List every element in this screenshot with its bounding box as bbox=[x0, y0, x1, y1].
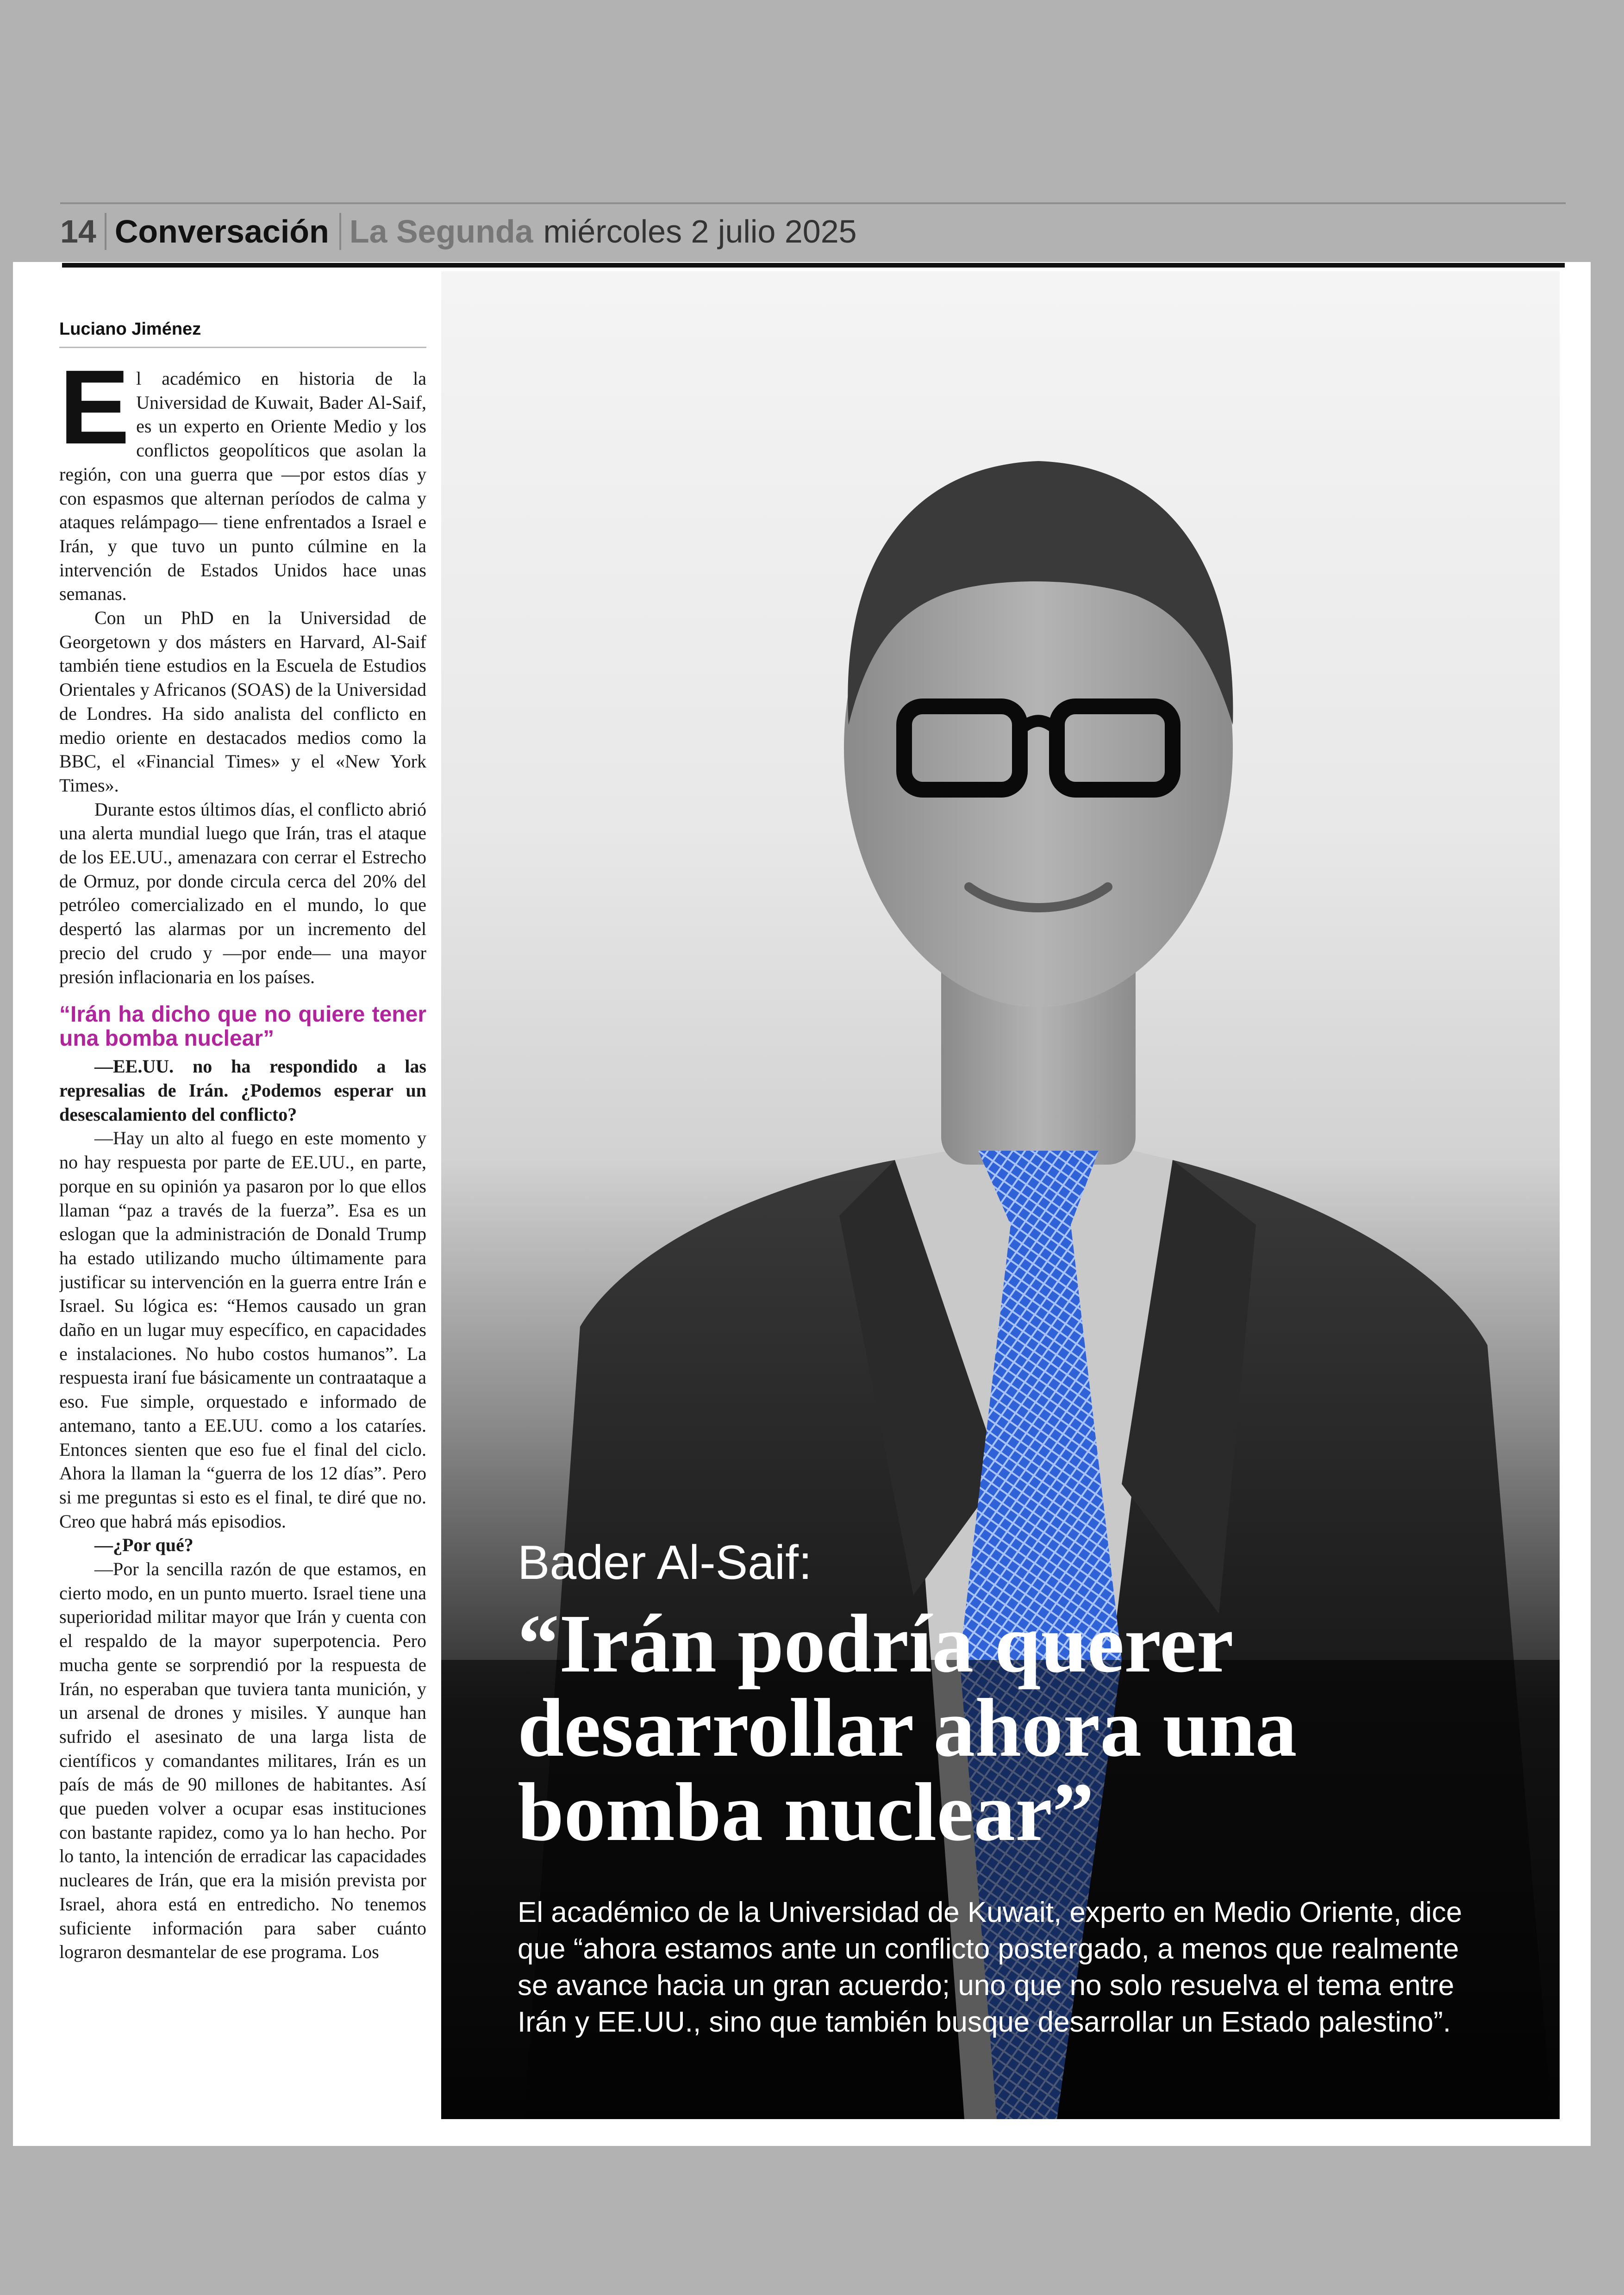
masthead bbox=[60, 208, 857, 255]
subheading: “Irán ha dicho que no quiere tener una bomba nuclear” bbox=[59, 1002, 426, 1051]
deck: El académico de la Universidad de Kuwait, experto en Medio Oriente, dice que “ahora estamos ante un conflicto postergado, a menos que realmente se avance hacia un gran acuerdo; uno que no solo resuelva el tema entre Irán y EE.UU., sino que también busque desarrollar un Estado palestino”. bbox=[518, 1896, 1462, 2038]
interview-answer: —Hay un alto al fuego en este momento y no hay respuesta por parte de EE.UU., en parte, porque en su opinión ya pasaron por lo que ellos llaman “paz a través de la fuerza”. Esa es un eslogan que la administración de Donald Trump ha estado utilizando mucho últimamente para justificar su intervención en la guerra entre Irán e Israel. Su lógica es: “Hemos causado un gran daño en un lugar muy específico, en capacidades e instalaciones. No hubo costos humanos”. La respuesta iraní fue básicamente un contraataque a eso. Fue simple, orquestado e informado de antemano, tanto a EE.UU. como a los cataríes. Entonces sienten que eso fue el final del ciclo. Ahora la llaman la “guerra de los 12 días”. Pero si me preguntas si esto es el final, te diré que no. Creo que habrá más episodios. bbox=[59, 1128, 426, 1532]
paragraph: Durante estos últimos días, el conflicto abrió una alerta mundial luego que Irán, tras el ataque de los EE.UU., amenazara con cerrar el Estrecho de Ormuz, por donde circula cerca del 20% del petróleo comercializado en el mundo, lo que despertó las alarmas por un incremento del precio del crudo y —por ende— una mayor presión inflacionaria en los países. bbox=[59, 798, 426, 987]
paragraph: Con un PhD en la Universidad de Georgetown y dos másters en Harvard, Al-Saif también tiene estudios en la Escuela de Estudios Orientales y Africanos (SOAS) de la Universidad de Londres. Ha sido analista del conflicto en medio oriente en destacados medios como la BBC, el «Financial Times» y el «New York Times». bbox=[59, 607, 426, 796]
lead-paragraph bbox=[59, 349, 426, 606]
interviewee-name: Bader Al-Saif: bbox=[518, 1536, 812, 1590]
interview-question: —¿Por qué? bbox=[94, 1534, 194, 1556]
page-number: 14 bbox=[60, 213, 96, 249]
headline: “Irán podría querer desarrollar ahora una bomba nuclear” bbox=[518, 1597, 1297, 1858]
section-name: Conversación bbox=[105, 213, 339, 250]
article-body bbox=[59, 349, 426, 1964]
article-column bbox=[59, 319, 426, 2143]
lead-text: l académico en historia de la Universidad de Kuwait, Bader Al-Saif, es un experto en Oriente Medio y los conflictos geopolíticos que asolan la región, con una guerra que —por estos días y con espasmos que alternan períodos de calma y ataques relámpago— tiene enfrentados a Israel e Irán, y que tuvo un punto cúlmine en la intervención de Estados Unidos hace unas semanas. bbox=[59, 368, 426, 605]
hero-text-block bbox=[518, 1536, 1518, 2040]
masthead-rule bbox=[60, 202, 1566, 204]
interview-answer: —Por la sencilla razón de que estamos, en cierto modo, en un punto muerto. Israel tiene una superioridad militar mayor que Irán y cuenta con el respaldo de la mayor superpotencia. Pero mucha gente se sorprendió por la respuesta de Irán, no esperaban que tuviera tanta munición, y un arsenal de drones y misiles. Y aunque han sufrido el asesinato de una larga lista de científicos y comandantes militares, Irán es un país de más de 90 millones de habitantes. Así que pueden volver a ocupar esas instituciones con bastante rapidez, como ya lo han hecho. Por lo tanto, la intención de erradicar las capacidades nucleares de Irán, que era la misión prevista por Israel, ahora está en entredicho. No tenemos suficiente información para saber cuánto lograron desmantelar de ese programa. Los bbox=[59, 1559, 426, 1963]
top-rule bbox=[62, 263, 1565, 268]
newspaper-name: La Segunda bbox=[339, 213, 533, 250]
interview-question: —EE.UU. no ha respondido a las represalias de Irán. ¿Podemos esperar un desescalamiento del conflicto? bbox=[59, 1056, 426, 1125]
issue-date: miércoles 2 julio 2025 bbox=[543, 213, 857, 249]
byline: Luciano Jiménez bbox=[59, 319, 426, 348]
drop-cap: E bbox=[59, 349, 130, 466]
